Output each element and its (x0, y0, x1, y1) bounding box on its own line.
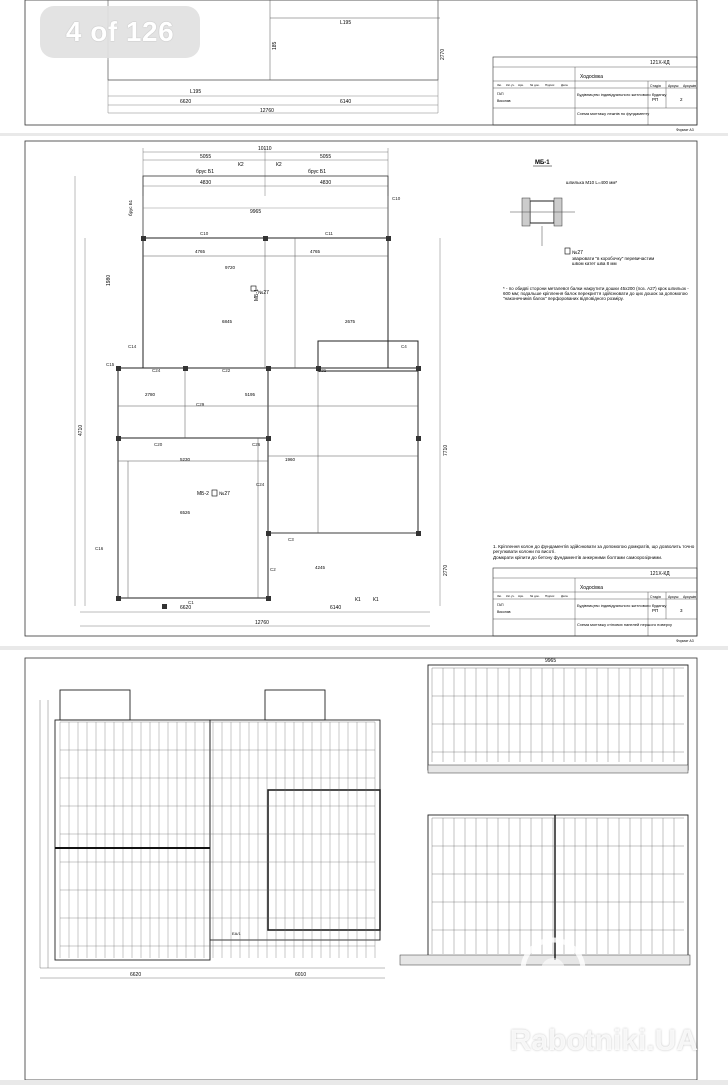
dim-4830-right: 4830 (320, 180, 332, 186)
column-c3: C3 (288, 537, 294, 542)
column-c10: C10 (392, 196, 401, 201)
project-name: Будівництво індивідуального житлового будинку (577, 603, 667, 608)
wall-label: ЕА/1 (232, 931, 241, 936)
dim-2770: 2770 (443, 564, 449, 576)
col-sheet: Аркуш (668, 595, 679, 599)
hdr-vykon: Виконав (497, 610, 511, 614)
dim-6845: 6845 (222, 319, 233, 324)
watermark-logo-icon (498, 930, 608, 1010)
dim-6620: 6620 (130, 972, 142, 978)
hdr-izm: Зм. (497, 83, 502, 87)
column-c22: C22 (222, 368, 231, 373)
detail-item-no: №27 (572, 250, 583, 256)
project-code: 121Х-КД (650, 60, 670, 66)
column-c16: C16 (95, 546, 104, 551)
hdr-gip: ГАП (497, 92, 504, 96)
dim-6140: 6140 (340, 99, 352, 105)
customer: Ходосівка (580, 74, 603, 80)
axis-k1-right: К1 (373, 597, 379, 603)
dim-4765-right: 4765 (310, 249, 321, 254)
project-name: Будівництво індивідуального житлового будинку (577, 92, 667, 97)
hdr-pidpys: Підпис (545, 83, 555, 87)
hdr-kol: Кіл.уч. (506, 83, 515, 87)
detail-title: МБ-1 (535, 160, 550, 166)
dim-5055-left: 5055 (200, 154, 212, 160)
hdr-izm: Зм. (497, 594, 502, 598)
page-counter: 4 of 126 (40, 6, 200, 58)
column-c26: C26 (252, 442, 261, 447)
hdr-ark: Арк. (518, 83, 524, 87)
dim-5055-right: 5055 (320, 154, 332, 160)
drawing-name: Схема монтажу стінових панелей першого поверху (577, 622, 673, 627)
label-mb1-plan: МБ-1 (254, 289, 260, 301)
dim-1980: 1980 (106, 274, 112, 286)
sheet-no: 3 (680, 608, 683, 613)
dim-12760: 12760 (255, 620, 269, 626)
column-c23: C24 (152, 368, 161, 373)
sheet-format: Формат А3 (676, 639, 694, 643)
dim-4830-left: 4830 (200, 180, 212, 186)
drawing-sheet-2 (0, 136, 728, 646)
panel-layout-drawing (0, 650, 728, 1080)
sheet-no: 2 (680, 97, 683, 102)
watermark-text: Rabotniki.UA (509, 1024, 698, 1057)
column-c21: C21 (318, 368, 327, 373)
title-block-1 (493, 57, 697, 125)
note-2: Домкрати кріпити до бетону фундаментів анкерними болтами самоорозірними. (493, 554, 663, 560)
dim-6526: 6526 (180, 510, 191, 515)
hdr-kol: Кіл.уч. (506, 594, 515, 598)
drawing-name: Схема монтажу лежнів по фундаменту (577, 111, 650, 116)
hdr-gip: ГАП (497, 603, 504, 607)
dim-5195: 5195 (245, 392, 256, 397)
stage: РП (652, 608, 659, 613)
dim-6140: 6140 (330, 605, 342, 611)
column-c14: C14 (128, 344, 137, 349)
dim-4245: 4245 (315, 565, 326, 570)
customer: Ходосівка (580, 585, 603, 591)
stage: РП (652, 97, 659, 102)
wall-panel-plan-drawing (0, 136, 728, 646)
detail-bolt-note: шпилька М10 L=400 мм* (566, 180, 618, 185)
label-item27-1: №27 (258, 290, 269, 296)
hdr-data: Дата (561, 83, 568, 87)
sheet-format: Формат А3 (676, 128, 694, 132)
detail-weld-note: зварювати "в коробочку" перевичастим швом катет шва 8 мм (572, 256, 655, 266)
star-note: * - по обидві сторони металевої балки накрутити дошки 45х200 (поз. А27) крок шпильок - 600 мм; подальше кріплення балок перекриття здійснювати до цих дошок за допомогою "наконечників балок" перфорованих відповідного розміру. (503, 286, 689, 302)
dim-9965: 9965 (250, 209, 262, 215)
dim-185: 185 (272, 41, 278, 50)
column-c4: C4 (401, 344, 407, 349)
axis-k2-left: К2 (238, 162, 244, 168)
dim-12760: 12760 (260, 108, 274, 114)
dim-2770: 2770 (440, 48, 446, 60)
hdr-ark: Арк. (518, 594, 524, 598)
dim-l195-top: L195 (340, 20, 352, 26)
hdr-ndok: № док. (530, 594, 540, 598)
column-c12: C10 (200, 231, 209, 236)
column-c2: C2 (270, 567, 276, 572)
col-stage: Стадія (650, 595, 661, 599)
hdr-ndok: № док. (530, 83, 540, 87)
detail-mb1 (510, 160, 657, 280)
column-c20: C20 (154, 442, 163, 447)
hdr-vykon: Виконав (497, 99, 511, 103)
hdr-data: Дата (561, 594, 568, 598)
label-mb2-plan: МБ-2 (197, 491, 209, 497)
col-sheets: Аркушів (683, 84, 697, 88)
dim-6010: 6010 (295, 972, 307, 978)
hdr-pidpys: Підпис (545, 594, 555, 598)
dim-2675: 2675 (345, 319, 356, 324)
col-sheets: Аркушів (683, 595, 697, 599)
dim-4765-left: 4765 (195, 249, 206, 254)
dim-5230: 5230 (180, 457, 191, 462)
dim-2780: 2780 (145, 392, 156, 397)
label-item27-2: №27 (219, 491, 230, 497)
col-sheet: Аркуш (668, 84, 679, 88)
dim-9720: 9720 (225, 265, 236, 270)
beam-b1-vertical: брус Б1 (128, 199, 133, 216)
title-block-2 (493, 568, 697, 636)
col-stage: Стадія (650, 84, 661, 88)
drawing-sheet-3 (0, 650, 728, 1080)
dim-7710: 7710 (443, 444, 449, 456)
column-c11: C11 (325, 231, 333, 236)
dim-1960: 1960 (285, 457, 296, 462)
column-c15: C15 (106, 362, 115, 367)
dim-6620: 6620 (180, 605, 192, 611)
axis-k2-right: К2 (276, 162, 282, 168)
dim-9965: 9965 (545, 658, 557, 664)
column-c24: C24 (256, 482, 265, 487)
dim-l195-bottom: L195 (190, 89, 202, 95)
column-c29: C29 (196, 402, 205, 407)
axis-k1-left: К1 (355, 597, 361, 603)
column-c1: C1 (188, 600, 194, 605)
note-1: 1. Кріплення колон до фундаментів здійснювати за допомогою домкратів, що дозволить точно регулювати колони по висоті. (493, 544, 695, 555)
beam-b1-right: брус Б1 (308, 169, 326, 175)
project-code: 121Х-КД (650, 571, 670, 577)
dim-10110: 10110 (258, 146, 272, 152)
dim-6620: 6620 (180, 99, 192, 105)
beam-b1-left: брус Б1 (196, 169, 214, 175)
dim-4710: 4710 (78, 424, 84, 436)
